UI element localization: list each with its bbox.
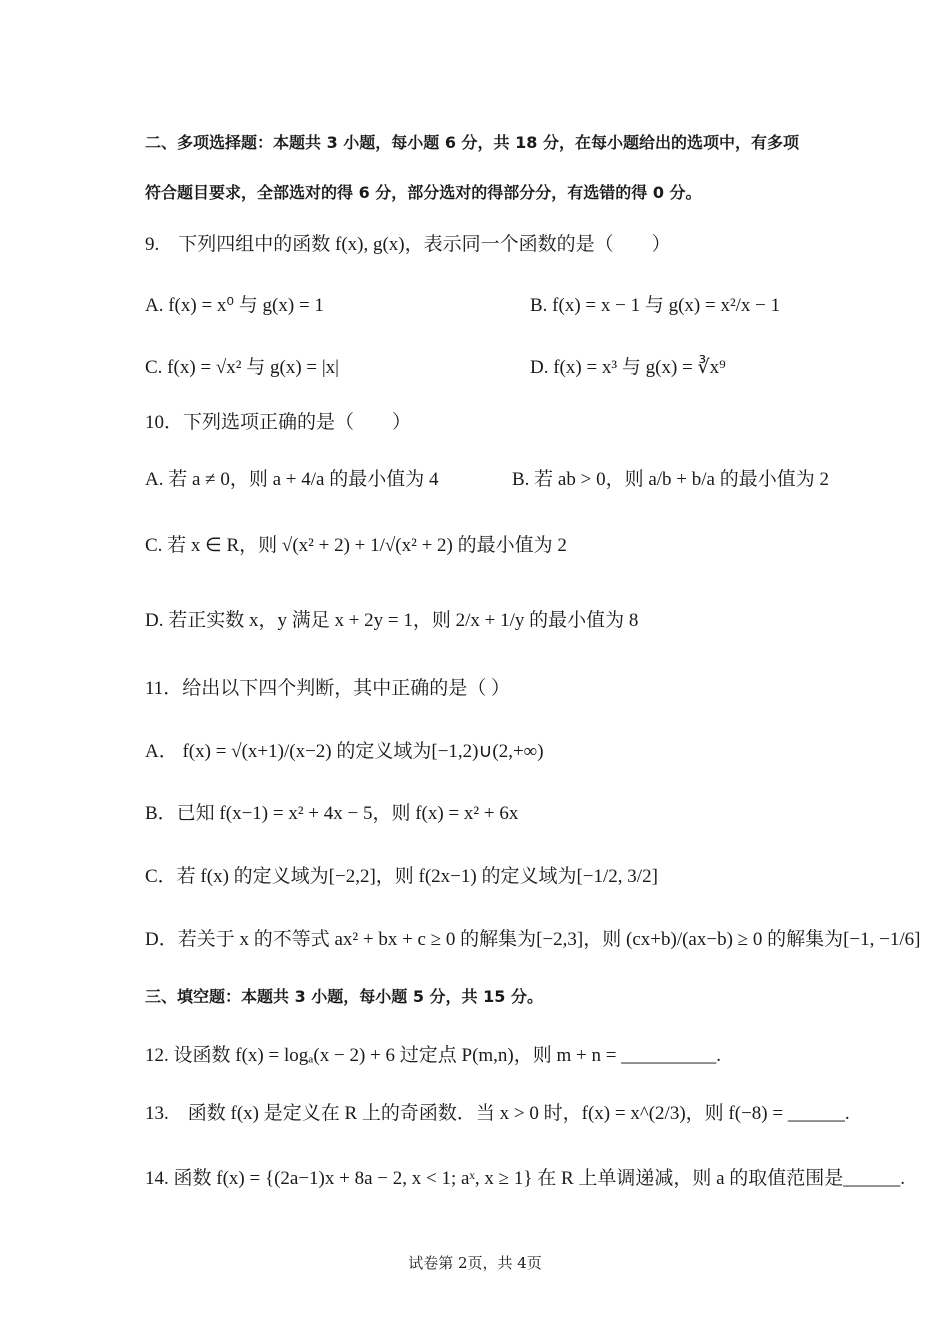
q11-option-a: A． f(x) = √(x+1)/(x−2) 的定义域为[−1,2)∪(2,+∞) [145,741,544,762]
q11-option-b: B．已知 f(x−1) = x² + 4x − 5，则 f(x) = x² + 6x [145,803,519,824]
page-footer: 试卷第 2页，共 4页 [408,1254,542,1272]
q13-text: 13. 函数 f(x) 是定义在 R 上的奇函数．当 x > 0 时，f(x) = x^(2/3)，则 f(−8) = ______. [145,1103,850,1124]
q11-stem: 11．给出以下四个判断，其中正确的是（ ） [145,678,511,699]
q9-option-c: C. f(x) = √x² 与 g(x) = |x| [145,357,339,378]
q9-option-b: B. f(x) = x − 1 与 g(x) = x²/x − 1 [530,295,781,316]
section3-header: 三、填空题：本题共 3 小题，每小题 5 分，共 15 分。 [145,987,543,1006]
q9-option-d: D. f(x) = x³ 与 g(x) = ∛x⁹ [530,357,726,378]
q10-option-d: D. 若正实数 x，y 满足 x + 2y = 1，则 2/x + 1/y 的最小值为 8 [145,610,639,631]
section2-header-line1: 二、多项选择题：本题共 3 小题，每小题 6 分，共 18 分，在每小题给出的选项中，有多项 [145,133,799,152]
q11-option-d: D．若关于 x 的不等式 ax² + bx + c ≥ 0 的解集为[−2,3]，则 (cx+b)/(ax−b) ≥ 0 的解集为[−1, −1/6] [145,929,921,950]
q10-option-a: A. 若 a ≠ 0，则 a + 4/a 的最小值为 4 [145,469,439,490]
q11-option-c: C．若 f(x) 的定义域为[−2,2]，则 f(2x−1) 的定义域为[−1/2, 3/2] [145,866,658,887]
q10-option-b: B. 若 ab > 0，则 a/b + b/a 的最小值为 2 [512,469,829,490]
q10-option-c: C. 若 x ∈ R，则 √(x² + 2) + 1/√(x² + 2) 的最小值为 2 [145,535,567,556]
q9-stem: 9. 下列四组中的函数 f(x), g(x)，表示同一个函数的是（ ） [145,234,671,255]
q14-text: 14. 函数 f(x) = {(2a−1)x + 8a − 2, x < 1; aˣ, x ≥ 1} 在 R 上单调递减，则 a 的取值范围是______. [145,1168,906,1189]
q12-text: 12. 设函数 f(x) = logₐ(x − 2) + 6 过定点 P(m,n)，则 m + n = __________. [145,1045,721,1066]
q10-stem: 10．下列选项正确的是（ ） [145,412,412,433]
section2-header-line2: 符合题目要求，全部选对的得 6 分，部分选对的得部分分，有选错的得 0 分。 [145,183,702,202]
q9-option-a: A. f(x) = x⁰ 与 g(x) = 1 [145,295,324,316]
